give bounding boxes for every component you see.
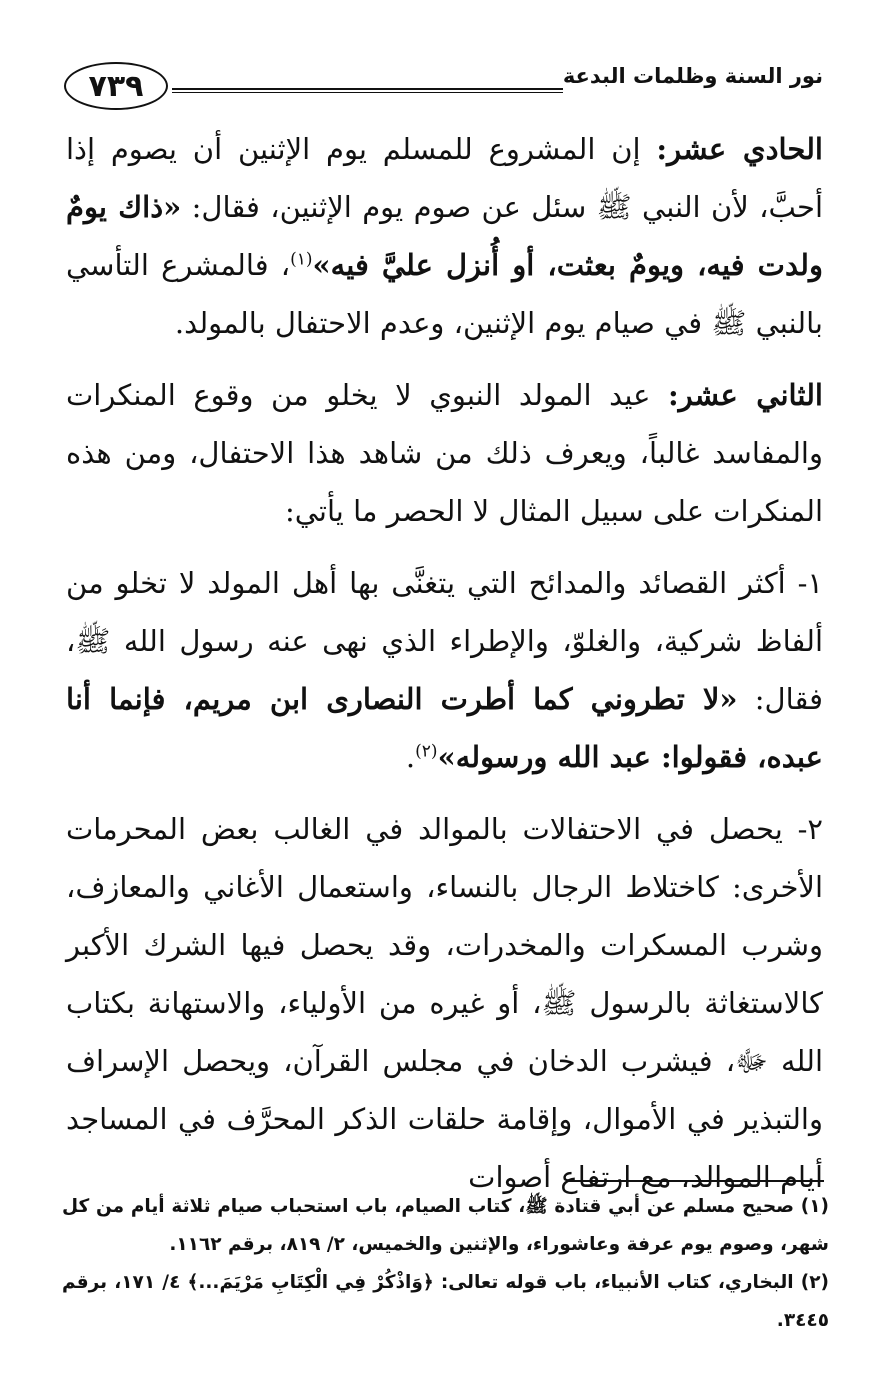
- footnotes: [62, 1188, 829, 1340]
- running-header: [64, 62, 823, 112]
- paragraph-eleventh: [66, 120, 823, 352]
- main-text: [66, 120, 823, 1220]
- paragraph-text: إن المشروع للمسلم يوم الإثنين أن يصوم إذا أحبَّ، لأن النبي ﷺ سئل عن صوم يوم الإثنين، فقال:: [66, 132, 823, 224]
- footnote-ref: (١): [290, 249, 313, 270]
- hadith-quote: «لا تطروني كما أطرت النصارى ابن مريم، فإنما أنا عبده، فقولوا: عبد الله ورسوله»: [66, 682, 823, 774]
- paragraph-heading: الثاني عشر:: [667, 378, 823, 412]
- hadith-quote: «ذاك يومٌ ولدت فيه، ويومٌ بعثت، أو أُنزل عليَّ فيه»: [66, 190, 824, 282]
- footnote-divider: [566, 1180, 824, 1182]
- footnote-2: (٢) البخاري، كتاب الأنبياء، باب قوله تعالى: ﴿وَاذْكُرْ فِي الْكِتَابِ مَرْيَمَ...﴾ ٤/ ١٧١، برقم ٣٤٤٥.: [62, 1272, 829, 1331]
- paragraph-text: .: [405, 740, 416, 774]
- paragraph-text: ، فالمشرع التأسي بالنبي ﷺ في صيام يوم الإثنين، وعدم الاحتفال بالمولد.: [66, 248, 823, 340]
- book-title: نور السنة وظلمات البدعة: [562, 64, 823, 88]
- list-item-1: [66, 554, 823, 786]
- footnote-ref: (٢): [415, 741, 438, 762]
- paragraph-text: ١- أكثر القصائد والمدائح التي يتغنَّى بها أهل المولد لا تخلو من ألفاظ شركية، والغلوّ، والإطراء الذي نهى عنه رسول الله ﷺ، فقال:: [66, 566, 823, 716]
- header-rule: [172, 88, 563, 93]
- paragraph-text: ٢- يحصل في الاحتفالات بالموالد في الغالب بعض المحرمات الأخرى: كاختلاط الرجال بالنساء، واستعمال الأغاني والمعازف، وشرب المسكرات والمخدرات، وقد يحصل فيها الشرك الأكبر كالاستغاثة بالرسول ﷺ، أو غيره من الأولياء، والاستهانة بكتاب الله ﷻ، فيشرب الدخان في مجلس القرآن، ويحصل الإسراف والتبذير في الأموال، وإقامة حلقات الذكر المحرَّف في المساجد أيام الموالد، مع ارتفاع أصوات: [66, 812, 823, 1194]
- page-number: ٧٣٩: [88, 68, 144, 104]
- paragraph-heading: الحادي عشر:: [656, 132, 823, 166]
- list-item-2: [66, 800, 823, 1206]
- paragraph-text: عيد المولد النبوي لا يخلو من وقوع المنكرات والمفاسد غالباً، ويعرف ذلك من شاهد هذا الاحتفال، ومن هذه المنكرات على سبيل المثال لا الحصر ما يأتي:: [66, 378, 823, 528]
- paragraph-twelfth: [66, 366, 823, 540]
- footnote-1: (١) صحيح مسلم عن أبي قتادة ﷺ، كتاب الصيام، باب استحباب صيام ثلاثة أيام من كل شهر، وصوم يوم عرفة وعاشوراء، والإثنين والخميس، ٢/ ٨١٩، برقم ١١٦٢.: [62, 1196, 829, 1255]
- page-number-oval: [64, 62, 168, 110]
